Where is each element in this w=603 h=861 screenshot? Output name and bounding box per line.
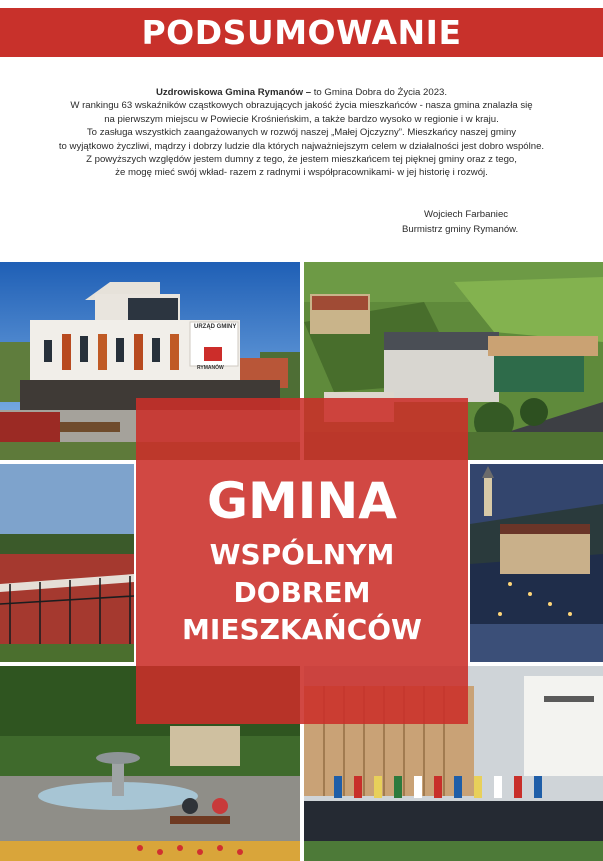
sports-field-illustration [0,464,134,662]
summary-line: to wyjątkowo życzliwi, mądrzy i dobrzy ludzie dla których najważniejszym celem w działalności jest dobro wspólne. [58,140,545,152]
photo-night-view [470,464,603,662]
summary-line: na pierwszym miejscu w Powiecie Krośnieńskim, a także bardzo wysoko w regionie i w kraju. [104,113,499,125]
photo-sports-field [0,464,134,662]
summary-line: Z powyższych względów jestem dumny z tego, że jestem mieszkańcem tej pięknej gminy oraz z tego, [86,154,517,166]
signature-role: Burmistrz gminy Rymanów. [402,224,519,235]
slogan-line-4: MIESZKAŃCÓW [182,613,422,646]
summary-line: To zasługa wszystkich zaangażowanych w rozwój naszej „Małej Ojczyzny”. Mieszkańcy naszej gminy [86,127,517,139]
summary-text [14,86,589,180]
signature-name: Wojciech Farbaniec [424,209,509,220]
summary-line: że mogę mieć swój wkład- razem z radnymi i współpracownikami- w jej historię i rozwój. [115,167,488,179]
building-sign-line2: RYMANÓW [197,365,224,371]
summary-line: W rankingu 63 wskaźników cząstkowych obrazujących jakość życia mieszkańców - nasza gmina znalazła się [70,100,533,112]
header-bar [0,8,603,57]
summary-lead-rest: to Gmina Dobra do Życia 2023. [311,87,448,98]
night-view-illustration [470,464,603,662]
signature [402,207,518,237]
summary-lead [14,86,589,99]
building-sign-line1: URZĄD GMINY [194,324,237,330]
slogan-line-1: GMINA [207,472,397,530]
slogan-line-2: WSPÓLNYM [209,538,395,571]
slogan-line-3: DOBREM [233,576,371,609]
summary-lead-bold: Uzdrowiskowa Gmina Rymanów – [155,87,312,98]
page-title: PODSUMOWANIE [141,13,462,52]
